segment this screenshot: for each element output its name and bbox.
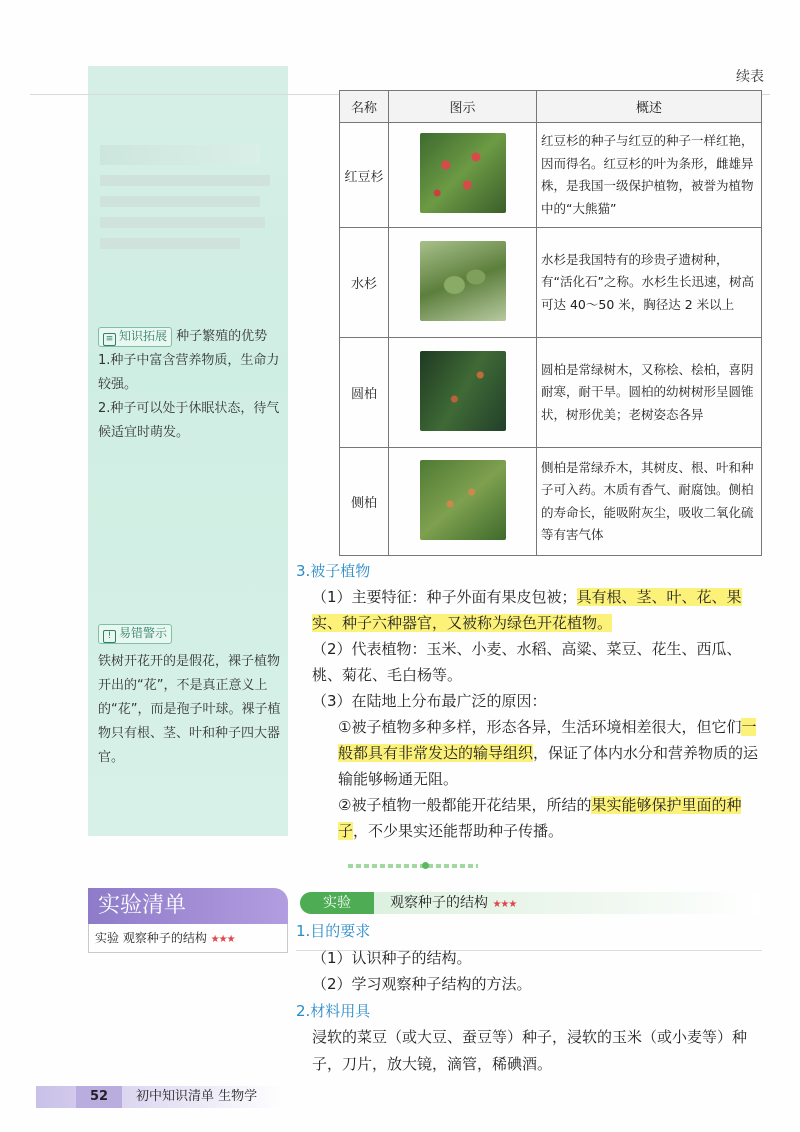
star-icon: ★★★ bbox=[492, 899, 517, 910]
continued-label: 续表 bbox=[736, 69, 764, 85]
knowledge-line: 1.种子中富含营养物质，生命力较强。 bbox=[98, 353, 280, 392]
plant-photo bbox=[420, 351, 506, 431]
paragraph: 浸软的菜豆（或大豆、蚕豆等）种子，浸软的玉米（或小麦等）种子，刀片，放大镜，滴管，稀碘酒。 bbox=[312, 1028, 748, 1073]
table-row bbox=[340, 448, 762, 556]
experiment-header bbox=[300, 892, 760, 914]
lab-list-title: 实验清单 bbox=[88, 888, 288, 924]
lab-list-box bbox=[88, 888, 288, 956]
gymnosperm-table bbox=[339, 90, 762, 556]
plant-name: 圆柏 bbox=[340, 338, 389, 448]
knowledge-tag: ≡ 知识拓展 bbox=[98, 327, 172, 347]
plant-name: 侧柏 bbox=[340, 448, 389, 556]
plant-description: 圆柏是常绿树木，又称桧、桧柏，喜阴耐寒，耐干旱。圆柏的幼树树形呈圆锥状，树形优美；老树姿态各异 bbox=[537, 338, 762, 448]
highlight: 具有根、茎、叶、花、果实、种子六种器官，又被称为绿色开花植物。 bbox=[312, 588, 742, 632]
plant-description: 水杉是我国特有的珍贵孑遗树种，有“活化石”之称。水杉生长迅速，树高可达 40～50 米，胸径达 2 米以上 bbox=[537, 228, 762, 338]
paragraph: （3）在陆地上分布最广泛的原因： bbox=[312, 692, 547, 710]
alert-icon: ! bbox=[103, 630, 116, 643]
experiment-badge: 实验 bbox=[300, 892, 374, 914]
bleed-through-text bbox=[100, 145, 280, 259]
section-heading: 3.被子植物 bbox=[296, 562, 371, 580]
knowledge-line: 2.种子可以处于休眠状态，待气候适宜时萌发。 bbox=[98, 401, 280, 440]
star-icon: ★★★ bbox=[210, 934, 235, 945]
highlight: 一般都具有非常发达的输导组织 bbox=[338, 718, 757, 762]
paragraph: ①被子植物多种多样，形态各异，生活环境相差很大，但它们一般都具有非常发达的输导组织，保证了体内水分和营养物质的运输能够畅通无阻。 bbox=[338, 718, 759, 788]
plant-description: 红豆杉的种子与红豆的种子一样红艳，因而得名。红豆杉的叶为条形，雌雄异株，是我国一级保护植物，被誉为植物中的“大熊猫” bbox=[537, 123, 762, 228]
warning-tag: ! 易错警示 bbox=[98, 624, 172, 644]
table-header: 名称 bbox=[340, 91, 389, 123]
table-row bbox=[340, 338, 762, 448]
table-header: 概述 bbox=[537, 91, 762, 123]
plant-photo bbox=[420, 133, 506, 213]
book-title: 初中知识清单 生物学 bbox=[136, 1089, 258, 1104]
page-number: 52 bbox=[76, 1086, 122, 1108]
table-header: 图示 bbox=[389, 91, 537, 123]
plant-name: 红豆杉 bbox=[340, 123, 389, 228]
experiment-title: 观察种子的结构 ★★★ bbox=[390, 895, 517, 911]
angiosperm-section bbox=[296, 558, 766, 844]
warning-box bbox=[98, 622, 283, 770]
table-header-row bbox=[340, 91, 762, 123]
highlight: 果实能够保护里面的种子 bbox=[338, 796, 742, 840]
paragraph: （1）主要特征：种子外面有果皮包被；具有根、茎、叶、花、果实、种子六种器官，又被称为绿色开花植物。 bbox=[312, 588, 742, 632]
paragraph: ②被子植物一般都能开花结果，所结的果实能够保护里面的种子，不少果实还能帮助种子传播。 bbox=[338, 796, 742, 840]
paragraph: （1）认识种子的结构。 bbox=[312, 948, 472, 967]
paragraph: （2）学习观察种子结构的方法。 bbox=[312, 975, 532, 993]
knowledge-box bbox=[98, 325, 283, 445]
plant-photo bbox=[420, 241, 506, 321]
plant-photo bbox=[420, 460, 506, 540]
knowledge-title: 种子繁殖的优势 bbox=[176, 329, 268, 344]
paragraph: （2）代表植物：玉米、小麦、水稻、高粱、菜豆、花生、西瓜、桃、菊花、毛白杨等。 bbox=[312, 640, 742, 684]
section-heading: 2.材料用具 bbox=[296, 1001, 371, 1020]
section-heading: 1.目的要求 bbox=[296, 922, 371, 940]
experiment-body bbox=[296, 918, 766, 1077]
lab-list-item: 实验 观察种子的结构 ★★★ bbox=[88, 924, 288, 953]
table-row bbox=[340, 123, 762, 228]
book-icon: ≡ bbox=[103, 333, 116, 346]
warning-text: 铁树开花开的是假花，裸子植物开出的“花”，不是真正意义上的“花”，而是孢子叶球。裸子植物只有根、茎、叶和种子四大器官。 bbox=[98, 654, 281, 765]
table-row bbox=[340, 228, 762, 338]
dotted-divider bbox=[348, 864, 478, 868]
plant-description: 侧柏是常绿乔木，其树皮、根、叶和种子可入药。木质有香气、耐腐蚀。侧柏的寿命长，能吸附灰尘，吸收二氧化硫等有害气体 bbox=[537, 448, 762, 556]
page-footer bbox=[36, 1086, 286, 1108]
plant-name: 水杉 bbox=[340, 228, 389, 338]
